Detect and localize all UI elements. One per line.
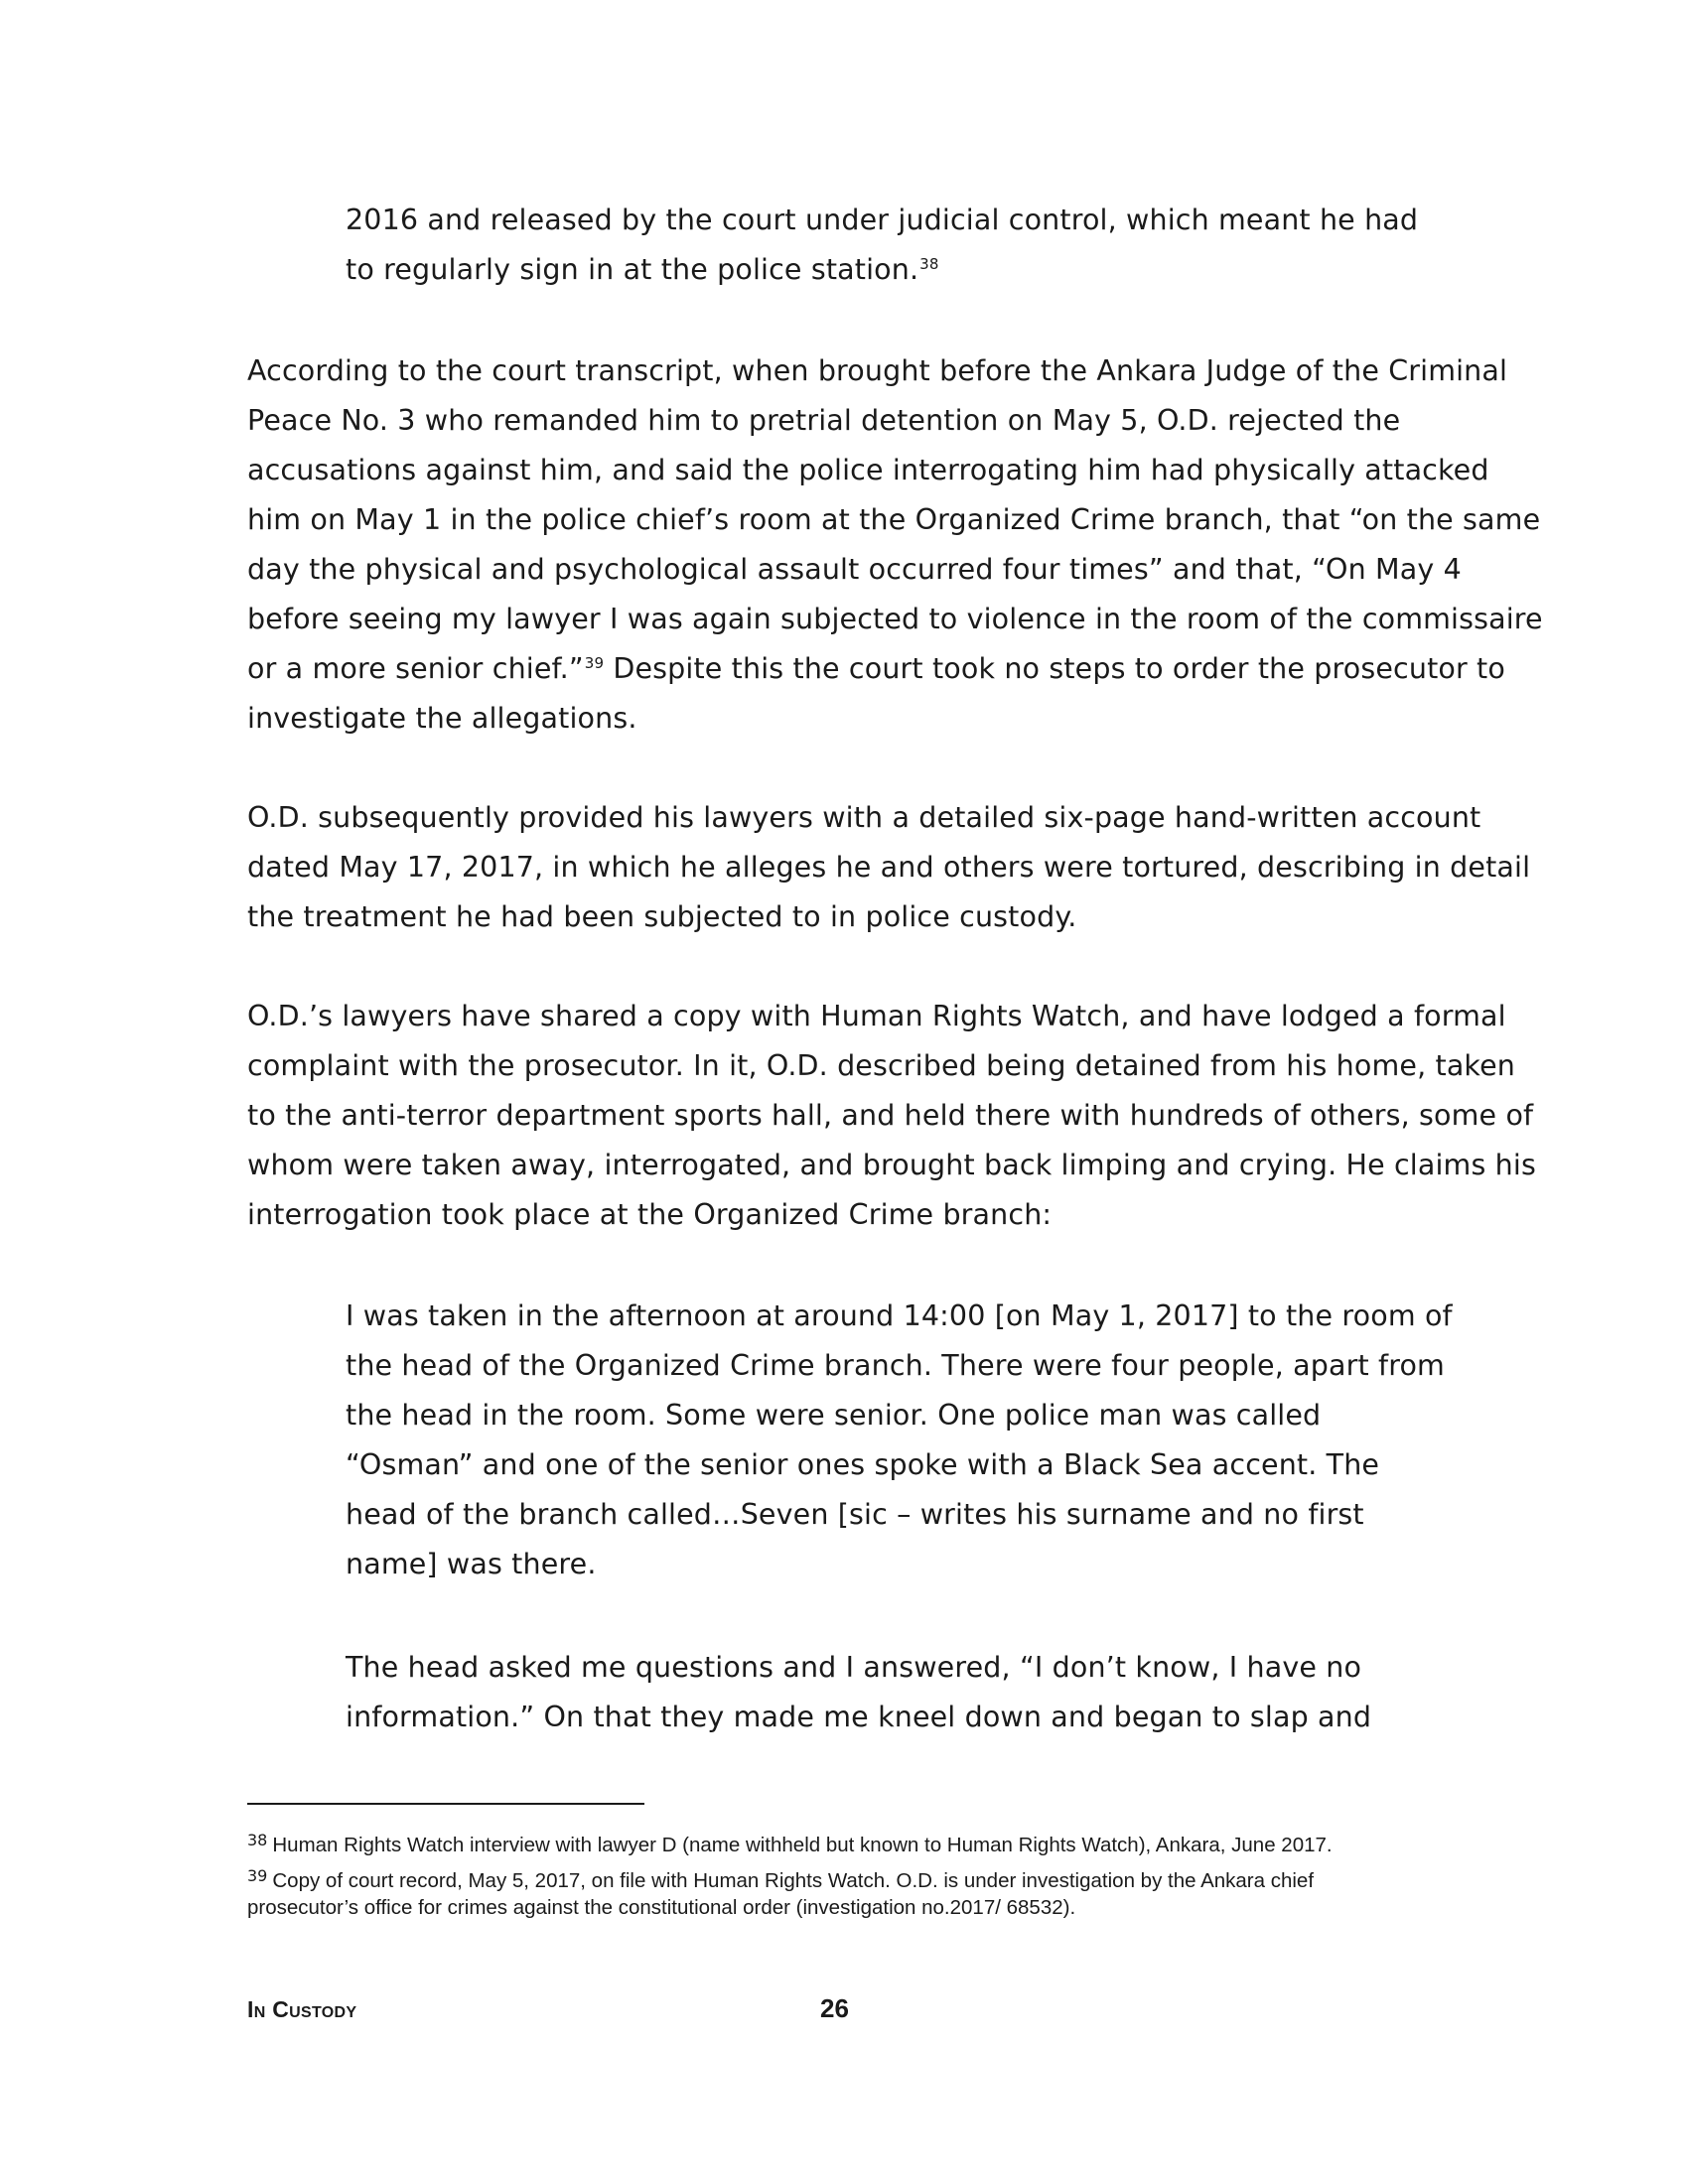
para1-line: accusations against him, and said the police interrogating him had physically attacked [247, 454, 1489, 486]
quote2-line: information.” On that they made me kneel down and began to slap and [346, 1701, 1372, 1733]
running-title: In Custody [247, 1996, 357, 2022]
quote1-line: I was taken in the afternoon at around 14:00 [on May 1, 2017] to the room of [346, 1299, 1453, 1332]
para1-line: day the physical and psychological assault occurred four times” and that, “On May 4 [247, 553, 1462, 586]
footnote-number: 38 [247, 1831, 268, 1849]
footnote-39-continuation: prosecutor’s office for crimes against the constitutional order (investigation no.2017/ 68532). [247, 1896, 1076, 1919]
para3-line: whom were taken away, interrogated, and brought back limping and crying. He claims his [247, 1149, 1536, 1181]
page-number: 26 [820, 1993, 849, 2023]
para2-line: O.D. subsequently provided his lawyers with a detailed six-page hand-written account [247, 801, 1481, 834]
para1-line: him on May 1 in the police chief’s room at the Organized Crime branch, that “on the same [247, 503, 1541, 536]
quote-line: 2016 and released by the court under judicial control, which meant he had [346, 204, 1419, 236]
quote1-line: head of the branch called…Seven [sic – writes his surname and no first [346, 1498, 1364, 1531]
quote1-line: name] was there. [346, 1548, 597, 1580]
footnote-38 [247, 1833, 1333, 1856]
para1-line: investigate the allegations. [247, 702, 637, 735]
footnote-number: 39 [247, 1866, 268, 1885]
para3-line: complaint with the prosecutor. In it, O.D. described being detained from his home, taken [247, 1049, 1515, 1082]
footnote-text: Copy of court record, May 5, 2017, on file with Human Rights Watch. O.D. is under investigation by the Ankara chief [272, 1869, 1315, 1892]
quote1-line: the head of the Organized Crime branch. There were four people, apart from [346, 1349, 1445, 1382]
para3-line: interrogation took place at the Organized Crime branch: [247, 1198, 1053, 1231]
para3-line: O.D.’s lawyers have shared a copy with Human Rights Watch, and have lodged a formal [247, 1000, 1506, 1032]
footnote-text: Human Rights Watch interview with lawyer D (name withheld but known to Human Rights Watch), Ankara, June 2017. [272, 1834, 1333, 1856]
para1-text: Despite this the court took no steps to order the prosecutor to [604, 652, 1505, 685]
quote2-line: The head asked me questions and I answered, “I don’t know, I have no [346, 1651, 1362, 1684]
para1-line: before seeing my lawyer I was again subjected to violence in the room of the commissaire [247, 603, 1543, 635]
quote1-line: “Osman” and one of the senior ones spoke with a Black Sea accent. The [346, 1448, 1380, 1481]
quote-line [346, 253, 939, 286]
footnote-39 [247, 1868, 1314, 1892]
para1-line: Peace No. 3 who remanded him to pretrial detention on May 5, O.D. rejected the [247, 404, 1401, 437]
footnote-separator [247, 1803, 644, 1805]
quote1-line: the head in the room. Some were senior. One police man was called [346, 1399, 1322, 1432]
para2-line: dated May 17, 2017, in which he alleges he and others were tortured, describing in detail [247, 851, 1531, 884]
footnote-ref-38: 38 [919, 255, 939, 273]
footnote-ref-39: 39 [584, 654, 605, 672]
para2-line: the treatment he had been subjected to in police custody. [247, 900, 1077, 933]
para3-line: to the anti-terror department sports hall, and held there with hundreds of others, some of [247, 1099, 1534, 1132]
para1-line [247, 652, 1505, 685]
para1-line: According to the court transcript, when brought before the Ankara Judge of the Criminal [247, 354, 1508, 387]
quote-line-text: to regularly sign in at the police station. [346, 253, 919, 286]
para1-text: or a more senior chief.” [247, 652, 584, 685]
